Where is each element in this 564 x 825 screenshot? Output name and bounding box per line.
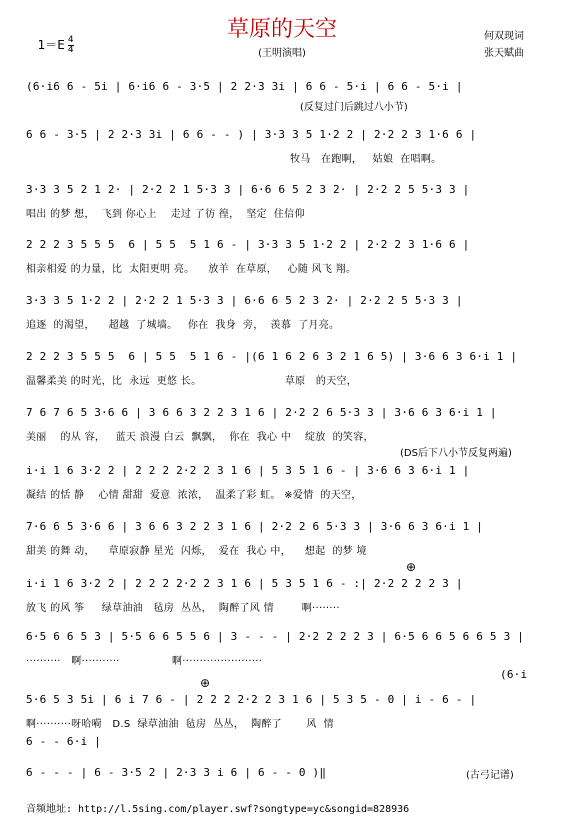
song-title: 草原的天空	[226, 17, 337, 42]
recorder-credit: (古弓记谱)	[466, 770, 514, 781]
melody-line-6: 2 2 2 3 5 5 5 6 | 5 5 5 1 6 - |(6 1 6 2 6 3 2 1 6 5) | 3·6 6 3 6·i 1 |	[26, 350, 518, 363]
lyric-line-12: 啊··········呀哈嗬 D.S 绿草油油 毡房 丛丛， 陶醉了 风 情	[26, 719, 334, 730]
lyric-line-10: 放飞 的风 筝 绿草油油 毡房 丛丛， 陶醉了风 情 啊········	[26, 603, 340, 614]
lyric-line-5: 追逐 的渴望， 超越 了城墙。 你在 我身 旁， 羡慕 了月亮。	[26, 320, 340, 331]
melody-line-8: i·i 1 6 3·2 2 | 2 2 2 2·2 2 3 1 6 | 5 3 5 1 6 - | 3·6 6 3 6·i 1 |	[26, 464, 470, 477]
melody-line-10: i·i 1 6 3·2 2 | 2 2 2 2·2 2 3 1 6 | 5 3 5 1 6 - :| 2·2 2 2 2 3 |	[26, 577, 463, 590]
coda-sign-2: ⊕	[200, 676, 211, 690]
melody-line-2: 6 6 - 3·5 | 2 2·3 3i | 6 6 - - ) | 3·3 3 5 1·2 2 | 2·2 2 3 1·6 6 |	[26, 128, 477, 141]
lyric-line-7: 美丽 的从 容， 蓝天 浪漫 白云 飘飘， 你在 我心 中 绽放 的笑容，	[26, 432, 374, 443]
repeat-note: (反复过门后跳过八小节)	[300, 102, 408, 113]
melody-line-11: 6·5 6 6 5 3 | 5·5 6 6 5 5 6 | 3 - - - | 2·2 2 2 2 3 | 6·5 6 6 5 6 6 5 3 |	[26, 630, 525, 643]
lyric-line-4: 相亲相爱 的力量，比 太阳更明 亮。 放羊 在草原， 心随 风飞 翔。	[26, 264, 357, 275]
melody-line-1: (6·i6 6 - 5i | 6·i6 6 - 3·5 | 2 2·3 3i | 6 6 - 5·i | 6 6 - 5·i |	[26, 80, 463, 93]
melody-line-5: 3·3 3 5 1·2 2 | 2·2 2 1 5·3 3 | 6·6 6 5 2 3 2· | 2·2 2 5 5·3 3 |	[26, 294, 463, 307]
time-denominator: 4	[67, 45, 74, 55]
singer: (王明演唱)	[258, 48, 306, 59]
melody-line-14: 6 - - - | 6 - 3·5 2 | 2·3 3 i 6 | 6 - - 0 )‖	[26, 766, 327, 779]
lyric-line-6: 温馨柔美 的时光，比 永远 更悠 长。 草原 的天空，	[26, 376, 358, 387]
coda-sign-1: ⊕	[406, 560, 417, 574]
key-label: 1＝E	[37, 38, 65, 52]
lyric-line-8: 凝结 的恬 静 心情 甜甜 爱意 浓浓， 温柔了彩 虹。 ※爱情 的天空，	[26, 490, 362, 501]
melody-line-9: 7·6 6 5 3·6 6 | 3 6 6 3 2 2 3 1 6 | 2·2 2 6 5·3 3 | 3·6 6 3 6·i 1 |	[26, 520, 484, 533]
lyricist: 何双现词	[484, 31, 524, 42]
audio-address: 音频地址: http://l.5sing.com/player.swf?songtype=yc&songid=828936	[26, 804, 410, 815]
ds-note: (DS后下八小节反复两遍)	[400, 448, 512, 459]
melody-line-3: 3·3 3 5 2 1 2· | 2·2 2 1 5·3 3 | 6·6 6 5 2 3 2· | 2·2 2 5 5·3 3 |	[26, 183, 470, 196]
time-numerator: 4	[67, 35, 74, 45]
lyric-line-9: 甜美 的舞 动， 草原寂静 星光 闪烁， 爱在 我心 中， 想起 的梦 境	[26, 546, 367, 557]
coda-paren: (6·i	[500, 668, 528, 681]
composer: 张天赋曲	[484, 48, 524, 59]
melody-line-4: 2 2 2 3 5 5 5 6 | 5 5 5 1 6 - | 3·3 3 5 1·2 2 | 2·2 2 3 1·6 6 |	[26, 238, 470, 251]
lyric-line-2: 牧马 在跑啊， 姑娘 在唱啊。	[290, 154, 442, 165]
lyric-line-11: ·········· 啊··········· 啊·······················	[26, 656, 263, 667]
melody-line-7: 7 6 7 6 5 3·6 6 | 3 6 6 3 2 2 3 1 6 | 2·2 2 6 5·3 3 | 3·6 6 3 6·i 1 |	[26, 406, 497, 419]
melody-line-13: 6 - - 6·i |	[26, 735, 102, 748]
melody-line-12: 5·6 5 3 5i | 6 i 7 6 - | 2 2 2 2·2 2 3 1 6 | 5 3 5 - 0 | i - 6 - |	[26, 693, 477, 706]
lyric-line-3: 唱出 的梦 想， 飞到 你心上 走过 了彷 徨， 坚定 住信仰	[26, 209, 305, 220]
